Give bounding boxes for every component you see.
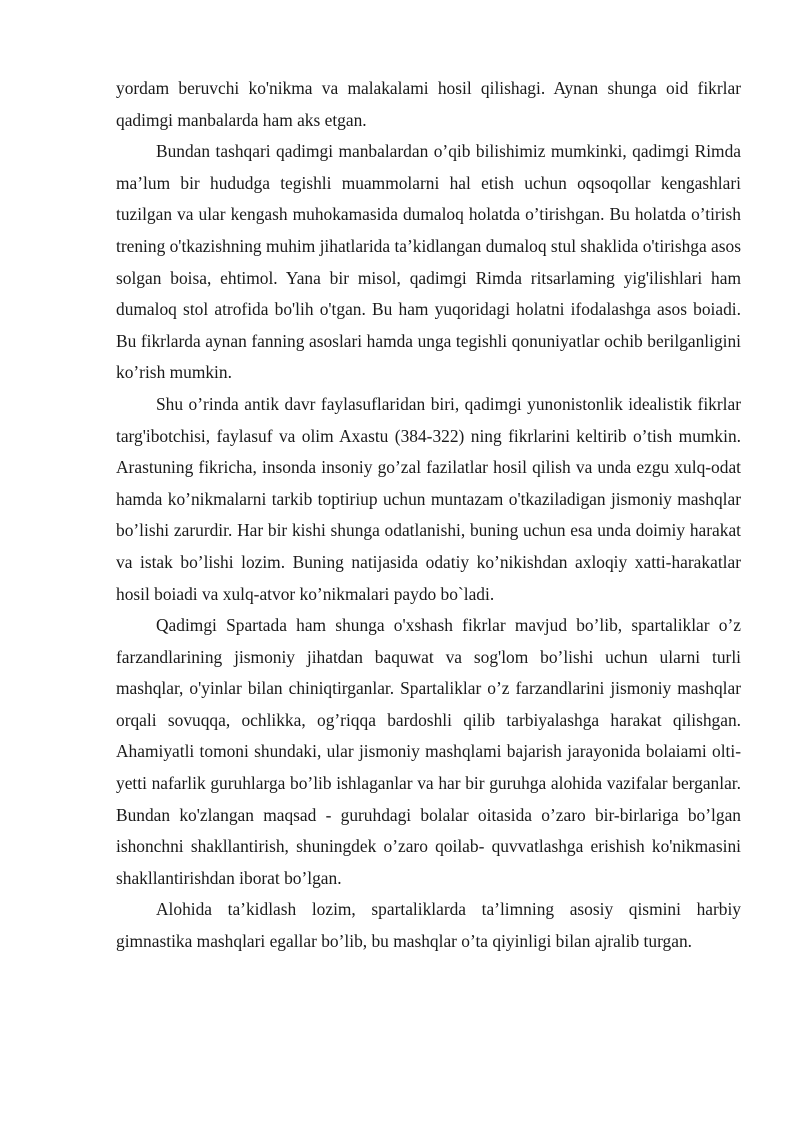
paragraph-aristotle: Shu o’rinda antik davr faylasuflaridan biri, qadimgi yunonistonlik idealistik fikrlar targ'ibotchisi, faylasuf va olim Axastu (384-322) ning fikrlarini keltirib o’tish mumkin. Arastuning fikricha, insonda insoniy go’zal fazilatlar hosil qilish va unda ezgu xulq-odat hamda ko’nikmalarni tarkib toptiriup uchun muntazam o'tkaziladigan jismoniy mashqlar bo’lishi zarurdir. Har bir kishi shunga odatlanishi, buning uchun esa unda doimiy harakat va istak bo’lishi lozim. Buning natijasida odatiy ko’nikishdan axloqiy xatti-harakatlar hosil boiadi va xulq-atvor ko’nikmalari paydo bo`ladi. [116,393,741,604]
paragraph-sparta-gymnastics: Alohida ta’kidlash lozim, spartaliklarda ta’limning asosiy qismini harbiy gimnastika mashqlari egallar bo’lib, bu mashqlar o’ta qiyinligi bilan ajralib turgan. [116,899,741,952]
paragraph-sparta: Qadimgi Spartada ham shunga o'xshash fikrlar mavjud bo’lib, spartaliklar o’z farzandlarining jismoniy jihatdan baquwat va sog'lom bo’lishi uchun ularni turli mashqlar, o'yinlar bilan chiniqtirganlar. Spartaliklar o’z farzandlarini jismoniy mashqlar orqali sovuqqa, ochlikka, og’riqqa bardoshli qilib tarbiyalashga harakat qilishgan. Ahamiyatli tomoni shundaki, ular jismoniy mashqlami bajarish jarayonida bolaiami olti-yetti nafarlik guruhlarga bo’lib ishlaganlar va har bir guruhga alohida vazifalar berganlar. Bundan ko'zlangan maqsad - guruhdagi bolalar oitasida o’zaro bir-birlariga bo’lgan ishonchni shakllantirish, shuningdek o’zaro qoilab- quvvatlashga erishish ko'nikmasini shakllantirishdan iborat bo’lgan. [116,615,741,888]
body-text [116,73,741,958]
paragraph-continuation: yordam beruvchi ko'nikma va malakalami hosil qilishagi. Aynan shunga oid fikrlar qadimgi manbalarda ham aks etgan. [116,78,741,130]
paragraph-rome-councils: Bundan tashqari qadimgi manbalardan o’qib bilishimiz mumkinki, qadimgi Rimda ma’lum bir hududga tegishli muammolarni hal etish uchun oqsoqollar kengashlari tuzilgan va ular kengash muhokamasida dumaloq holatda o’tirishgan. Bu holatda o’tirish trening o'tkazishning muhim jihatlarida ta’kidlangan dumaloq stul shaklida o'tirishga asos solgan boisa, ehtimol. Yana bir misol, qadimgi Rimda ritsarlaming yig'ilishlari ham dumaloq stol atrofida bo'lih o'tgan. Bu ham yuqoridagi holatni ifodalashga asos boiadi. Bu fikrlarda aynan fanning asoslari hamda unga tegishli qonuniyatlar ochib berilganligini ko’rish mumkin. [116,141,741,383]
